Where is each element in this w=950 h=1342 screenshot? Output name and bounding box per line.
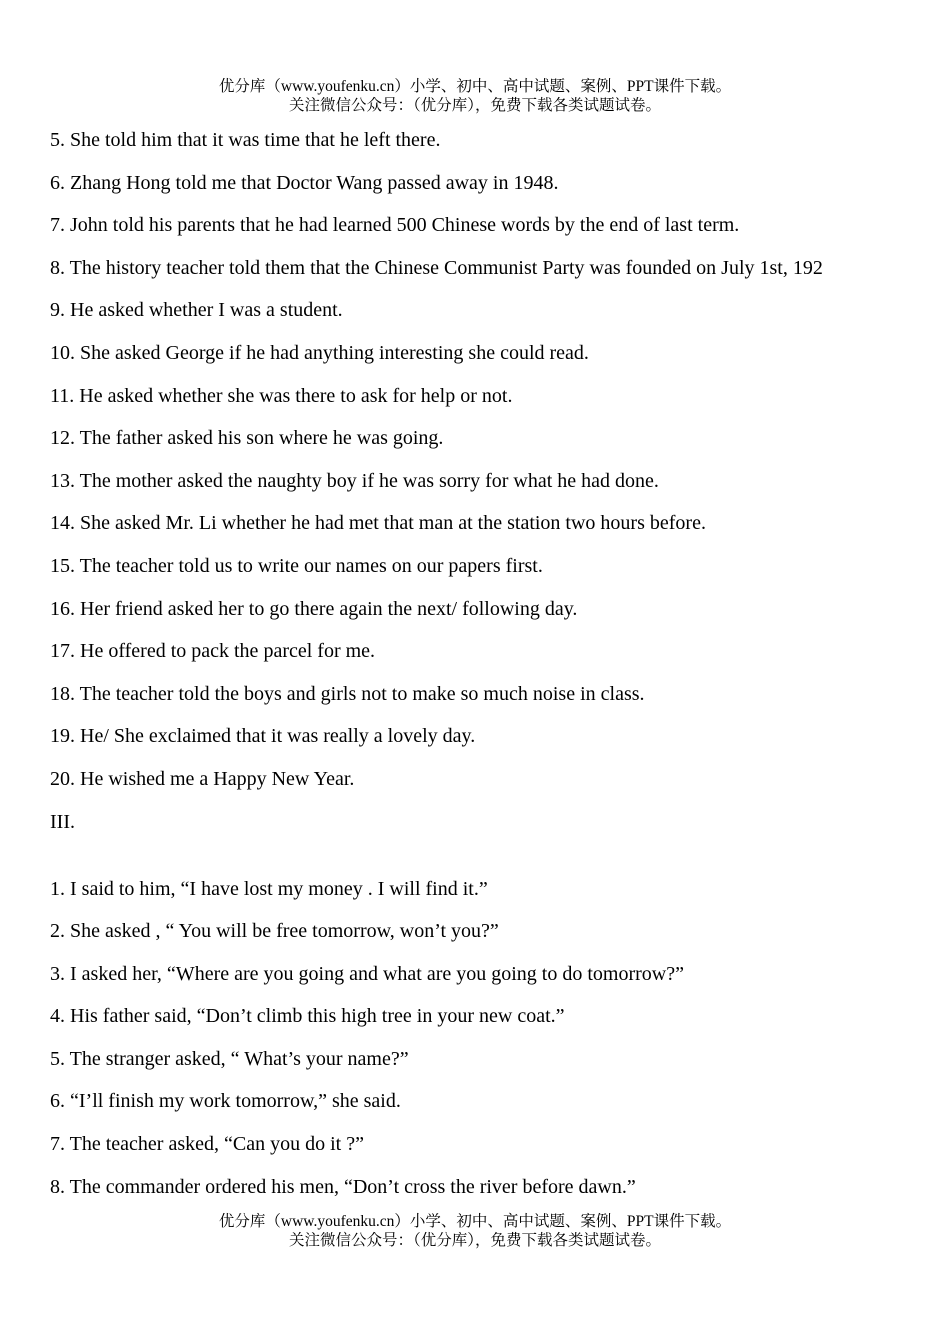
answer-item: 15. The teacher told us to write our names on our papers first. [50,554,543,577]
header-line-1: 优分库（www.youfenku.cn）小学、初中、高中试题、案例、PPT课件下载。 [218,78,732,95]
answer-item: 8. The commander ordered his men, “Don’t cross the river before dawn.” [50,1175,636,1198]
answer-item: 8. The history teacher told them that the Chinese Communist Party was founded on July 1st, 192 [50,256,823,279]
answer-item: 16. Her friend asked her to go there again the next/ following day. [50,597,578,620]
answer-item: 5. She told him that it was time that he left there. [50,129,441,151]
answer-item: 3. I asked her, “Where are you going and what are you going to do tomorrow?” [50,962,684,985]
answer-item: 19. He/ She exclaimed that it was really a lovely day. [50,725,476,748]
answer-item: 4. His father said, “Don’t climb this high tree in your new coat.” [50,1005,565,1028]
page-footer [0,1212,950,1250]
header-line-2: 关注微信公众号：（优分库），免费下载各类试题试卷。 [288,97,661,114]
answer-item: 5. The stranger asked, “ What’s your name?” [50,1047,409,1070]
answer-item: 7. The teacher asked, “Can you do it ?” [50,1133,364,1156]
answer-item: 11. He asked whether she was there to ask for help or not. [50,384,513,407]
footer-line-2: 关注微信公众号：（优分库），免费下载各类试题试卷。 [288,1232,661,1249]
answer-item: 18. The teacher told the boys and girls not to make so much noise in class. [50,682,645,705]
answer-item: 7. John told his parents that he had learned 500 Chinese words by the end of last term. [50,214,740,237]
answer-item: 13. The mother asked the naughty boy if he was sorry for what he had done. [50,469,659,492]
answer-item: 6. “I’ll finish my work tomorrow,” she said. [50,1090,401,1113]
answer-item: 2. She asked , “ You will be free tomorrow, won’t you?” [50,920,499,943]
section-heading-iii: III. [50,810,75,833]
page-header [0,77,950,115]
document-body [50,124,950,1213]
footer-line-1: 优分库（www.youfenku.cn）小学、初中、高中试题、案例、PPT课件下载。 [218,1213,732,1230]
answer-item: 1. I said to him, “I have lost my money . I will find it.” [50,877,488,900]
answer-item: 6. Zhang Hong told me that Doctor Wang passed away in 1948. [50,171,559,194]
answer-item: 20. He wished me a Happy New Year. [50,767,355,790]
answer-item: 12. The father asked his son where he was going. [50,427,444,450]
answer-item: 10. She asked George if he had anything interesting she could read. [50,341,589,364]
answer-item: 9. He asked whether I was a student. [50,299,343,322]
answer-item: 17. He offered to pack the parcel for me. [50,640,376,663]
answer-item: 14. She asked Mr. Li whether he had met that man at the station two hours before. [50,512,706,535]
